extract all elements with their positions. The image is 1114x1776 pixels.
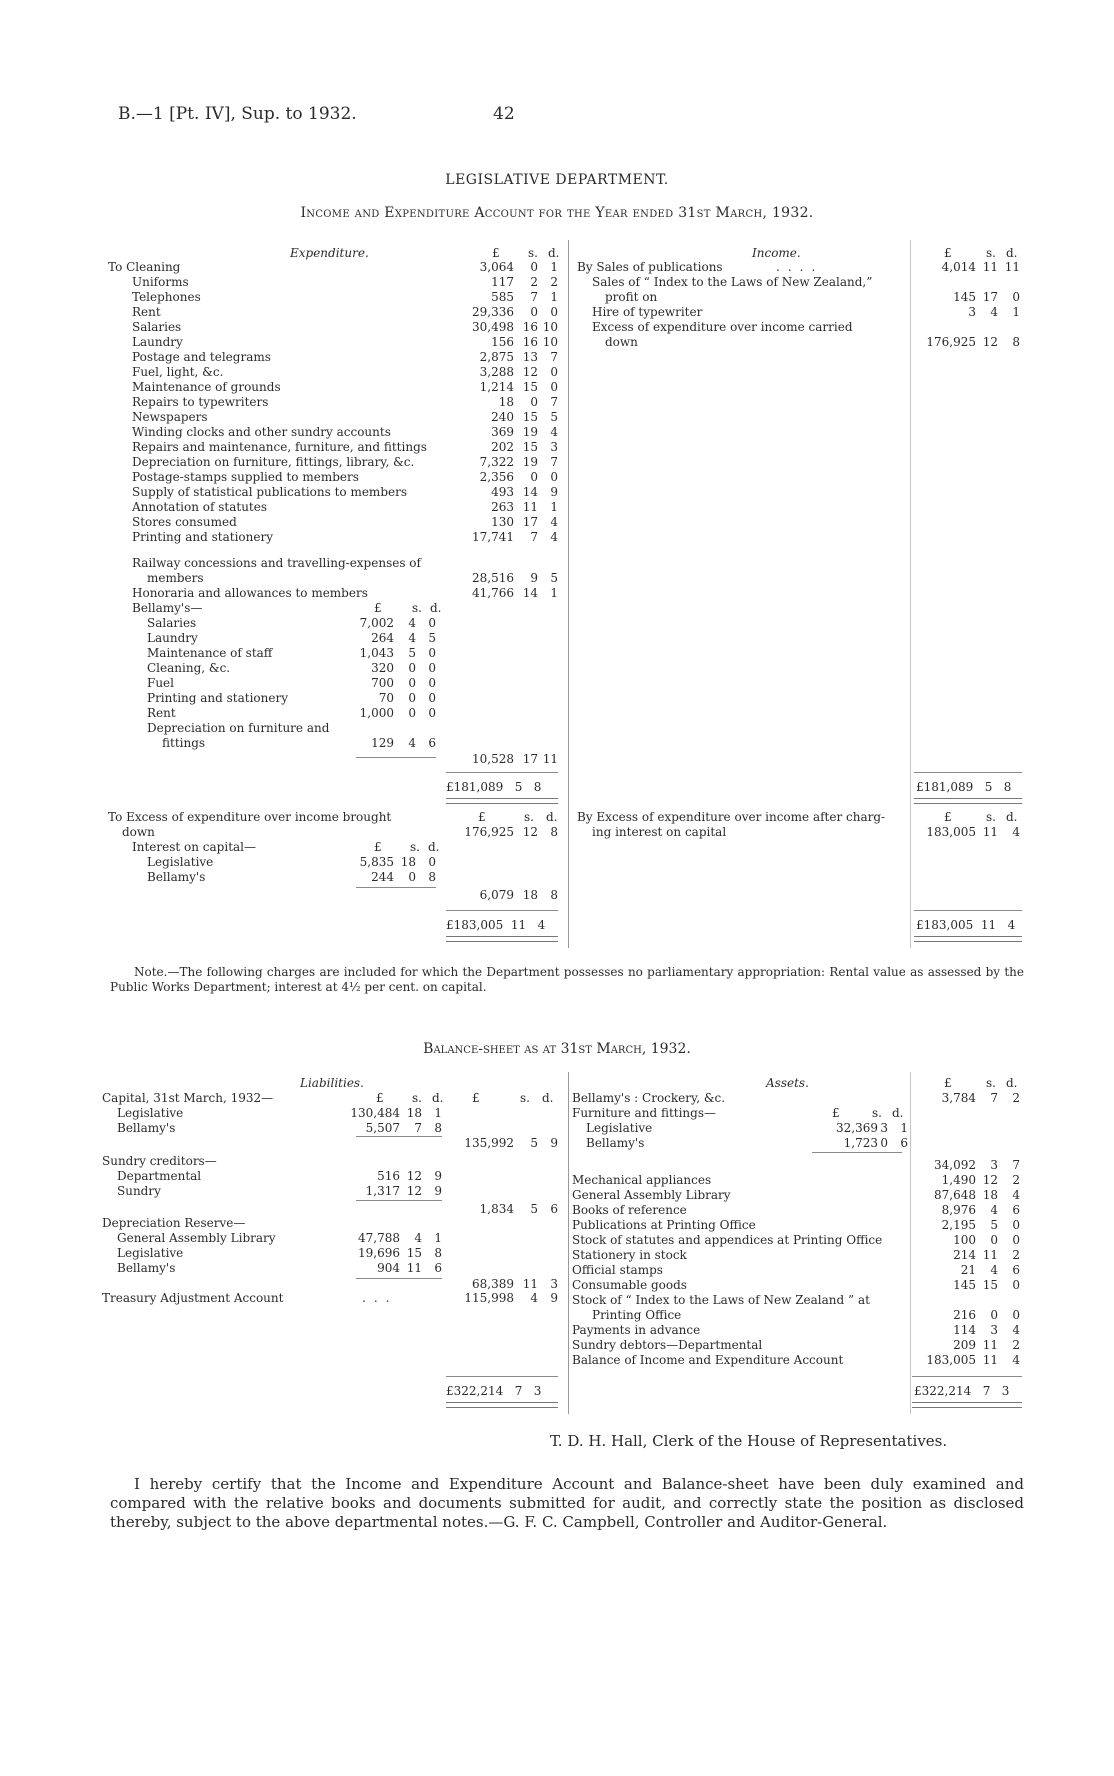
bellamys-total: 10,528 17 11 xyxy=(472,752,558,766)
inc-item-excess: down 176,925 12 8 xyxy=(605,335,1020,349)
second-right-total: £183,005 11 4 xyxy=(916,918,1016,932)
page-title: LEGISLATIVE DEPARTMENT. xyxy=(445,172,669,188)
expenditure-item: Postage and telegrams 2,875 13 7 xyxy=(132,350,558,364)
asset-item: Stationery in stock 214 11 2 xyxy=(572,1248,1020,1262)
bs-asset-col-d: d. xyxy=(1006,1076,1018,1090)
expenditure-item: Printing and stationery 17,741 7 4 xyxy=(132,530,558,544)
balance-sheet-title: Balance-sheet as at 31st March, 1932. xyxy=(423,1041,691,1057)
expenditure-item: Laundry 156 16 10 xyxy=(132,335,558,349)
asset-item: Stock of statutes and appendices at Printing Office 100 0 0 xyxy=(572,1233,1020,1247)
creditor-item: Departmental 516 12 9 xyxy=(117,1169,442,1183)
second-right-excess: ing interest on capital 183,005 11 4 xyxy=(592,825,1020,839)
second-right-line1: By Excess of expenditure over income after charg- £ s. d. xyxy=(577,810,1018,824)
bellamys-heading: Bellamy's— £ s. d. xyxy=(132,601,442,615)
capital-total: 135,992 5 9 xyxy=(464,1136,558,1150)
inc-col-d: d. xyxy=(1006,246,1018,260)
note: Note.—The following charges are included for which the Department possesses no parliamentary appropriation: Rental value as assessed by the Public Works Department; interest at 4½ per cent. on capital. xyxy=(110,965,1024,994)
expenditure-item: Supply of statistical publications to members 493 14 9 xyxy=(132,485,558,499)
income-heading: Income. xyxy=(752,246,801,260)
treasury-adjustment: Treasury Adjustment Account ... 115,998 4 9 xyxy=(102,1291,558,1305)
liab-total-double-rule xyxy=(446,1402,558,1408)
expenditure-item: Annotation of statutes 263 11 1 xyxy=(132,500,558,514)
asset-item: Publications at Printing Office 2,195 5 0 xyxy=(572,1218,1020,1232)
expenditure-item: Stores consumed 130 17 4 xyxy=(132,515,558,529)
expenditure-item: Newspapers 240 15 5 xyxy=(132,410,558,424)
creditors-total: 1,834 5 6 xyxy=(479,1202,558,1216)
asset-item: Balance of Income and Expenditure Account 183,005 11 4 xyxy=(572,1353,1020,1367)
auditor-certification: I hereby certify that the Income and Expenditure Account and Balance-sheet have been duly examined and compared with the relative books and documents submitted for audit, and correctly state the position as disclosed thereby, subject to the above departmental notes.—G. F. C. Campbell, Controller and Auditor-General. xyxy=(110,1475,1024,1531)
expenditure-item: Postage-stamps supplied to members 2,356 0 0 xyxy=(132,470,558,484)
interest-item: Legislative 5,835 18 0 xyxy=(147,855,436,869)
capital-heading: Capital, 31st March, 1932— £ s. d. £ s. d. xyxy=(102,1091,554,1105)
liabilities-total: £322,214 7 3 xyxy=(446,1384,542,1398)
second-right-total-top-rule xyxy=(914,910,1022,911)
expenditure-item: Rent 29,336 0 0 xyxy=(132,305,558,319)
bellamys-item: Printing and stationery 70 0 0 xyxy=(147,691,436,705)
depreciation-reserve-total: 68,389 11 3 xyxy=(472,1277,558,1291)
bellamys-item: Maintenance of staff 1,043 5 0 xyxy=(147,646,436,660)
liabilities-heading: Liabilities. xyxy=(300,1076,364,1090)
expenditure-item: Telephones 585 7 1 xyxy=(132,290,558,304)
bellamys-item: Laundry 264 4 5 xyxy=(147,631,436,645)
asset-bellamys-crockery: Bellamy's : Crockery, &c. 3,784 7 2 xyxy=(572,1091,1020,1105)
interest-heading: Interest on capital— £ s. d. xyxy=(132,840,440,854)
furniture-subtotal-rule xyxy=(812,1152,902,1153)
expenditure-item: Uniforms 117 2 2 xyxy=(132,275,558,289)
expenditure-item: Salaries 30,498 16 10 xyxy=(132,320,558,334)
bellamys-item: Cleaning, &c. 320 0 0 xyxy=(147,661,436,675)
income-total: £181,089 5 8 xyxy=(916,780,1012,794)
assets-total: £322,214 7 3 xyxy=(914,1384,1010,1398)
asset-item: Official stamps 21 4 6 xyxy=(572,1263,1020,1277)
exp-item-railway: members 28,516 9 5 xyxy=(147,571,558,585)
assets-total-top-rule xyxy=(912,1376,1022,1377)
bs-asset-col-s: s. xyxy=(986,1076,996,1090)
exp-item-honoraria: Honoraria and allowances to members 41,766 14 1 xyxy=(132,586,558,600)
expenditure-item: Maintenance of grounds 1,214 15 0 xyxy=(132,380,558,394)
exp-total-double-rule xyxy=(446,798,558,804)
assets-total-double-rule xyxy=(912,1402,1022,1408)
capital-item: Bellamy's 5,507 7 8 xyxy=(117,1121,442,1135)
expenditure-heading: Expenditure. xyxy=(290,246,369,260)
asset-item: General Assembly Library 87,648 18 4 xyxy=(572,1188,1020,1202)
ie-account-title: Income and Expenditure Account for the Year ended 31st March, 1932. xyxy=(300,205,814,221)
exp-col-s: s. xyxy=(528,246,538,260)
page-number: 42 xyxy=(493,104,515,124)
bellamys-depreciation: fittings 129 4 6 xyxy=(162,736,436,750)
second-left-total: £183,005 11 4 xyxy=(446,918,546,932)
stock-index: Printing Office 216 0 0 xyxy=(592,1308,1020,1322)
furniture-heading: Furniture and fittings— £ s. d. xyxy=(572,1106,904,1120)
bellamys-item: Rent 1,000 0 0 xyxy=(147,706,436,720)
exp-col-pound: £ xyxy=(492,246,500,260)
second-left-brought-down: down 176,925 12 8 xyxy=(122,825,558,839)
furniture-item: Legislative 32,369 3 1 xyxy=(586,1121,908,1135)
bellamys-item: Salaries 7,002 4 0 xyxy=(147,616,436,630)
second-left-line1: To Excess of expenditure over income brought £ s. d. xyxy=(108,810,558,824)
inc-total-double-rule xyxy=(914,798,1022,804)
furniture-item: Bellamy's 1,723 0 6 xyxy=(586,1136,908,1150)
signature: T. D. H. Hall, Clerk of the House of Representatives. xyxy=(550,1432,948,1450)
expenditure-item: Fuel, light, &c. 3,288 12 0 xyxy=(132,365,558,379)
expenditure-item: Repairs and maintenance, furniture, and fittings 202 15 3 xyxy=(132,440,558,454)
capital-item: Legislative 130,484 18 1 xyxy=(117,1106,442,1120)
depreciation-reserve-item: General Assembly Library 47,788 4 1 xyxy=(117,1231,442,1245)
depreciation-reserve-item: Legislative 19,696 15 8 xyxy=(117,1246,442,1260)
bellamys-item: Fuel 700 0 0 xyxy=(147,676,436,690)
exp-total-top-rule xyxy=(446,772,558,773)
inc-item-index: profit on 145 17 0 xyxy=(605,290,1020,304)
asset-item: Sundry debtors—Departmental 209 11 2 xyxy=(572,1338,1020,1352)
assets-heading: Assets. xyxy=(766,1076,809,1090)
expenditure-total: £181,089 5 8 xyxy=(446,780,542,794)
inc-total-top-rule xyxy=(914,772,1022,773)
bs-asset-col-pound: £ xyxy=(944,1076,952,1090)
interest-item: Bellamy's 244 0 8 xyxy=(147,870,436,884)
second-right-total-double-rule xyxy=(914,936,1022,942)
asset-item: Consumable goods 145 15 0 xyxy=(572,1278,1020,1292)
expenditure-item: To Cleaning 3,064 0 1 xyxy=(108,260,558,274)
inc-item-hire: Hire of typewriter 3 4 1 xyxy=(592,305,1020,319)
second-left-total-top-rule xyxy=(446,910,558,911)
creditor-item: Sundry 1,317 12 9 xyxy=(117,1184,442,1198)
expenditure-item: Winding clocks and other sundry accounts 369 19 4 xyxy=(132,425,558,439)
asset-item: Payments in advance 114 3 4 xyxy=(572,1323,1020,1337)
asset-item: Books of reference 8,976 4 6 xyxy=(572,1203,1020,1217)
inc-col-pound: £ xyxy=(944,246,952,260)
asset-item: Mechanical appliances 1,490 12 2 xyxy=(572,1173,1020,1187)
inc-col-s: s. xyxy=(986,246,996,260)
page-header-ref: B.—1 [Pt. IV], Sup. to 1932. xyxy=(118,104,357,124)
exp-col-d: d. xyxy=(548,246,560,260)
interest-total: 6,079 18 8 xyxy=(479,888,558,902)
depreciation-reserve-item: Bellamy's 904 11 6 xyxy=(117,1261,442,1275)
expenditure-item: Depreciation on furniture, fittings, library, &c. 7,322 19 7 xyxy=(132,455,558,469)
liab-total-top-rule xyxy=(446,1376,558,1377)
inc-item-sales: By Sales of publications .... 4,014 11 11 xyxy=(577,260,1020,274)
second-left-total-double-rule xyxy=(446,936,558,942)
furniture-total: 34,092 3 7 xyxy=(934,1158,1020,1172)
expenditure-item: Repairs to typewriters 18 0 7 xyxy=(132,395,558,409)
